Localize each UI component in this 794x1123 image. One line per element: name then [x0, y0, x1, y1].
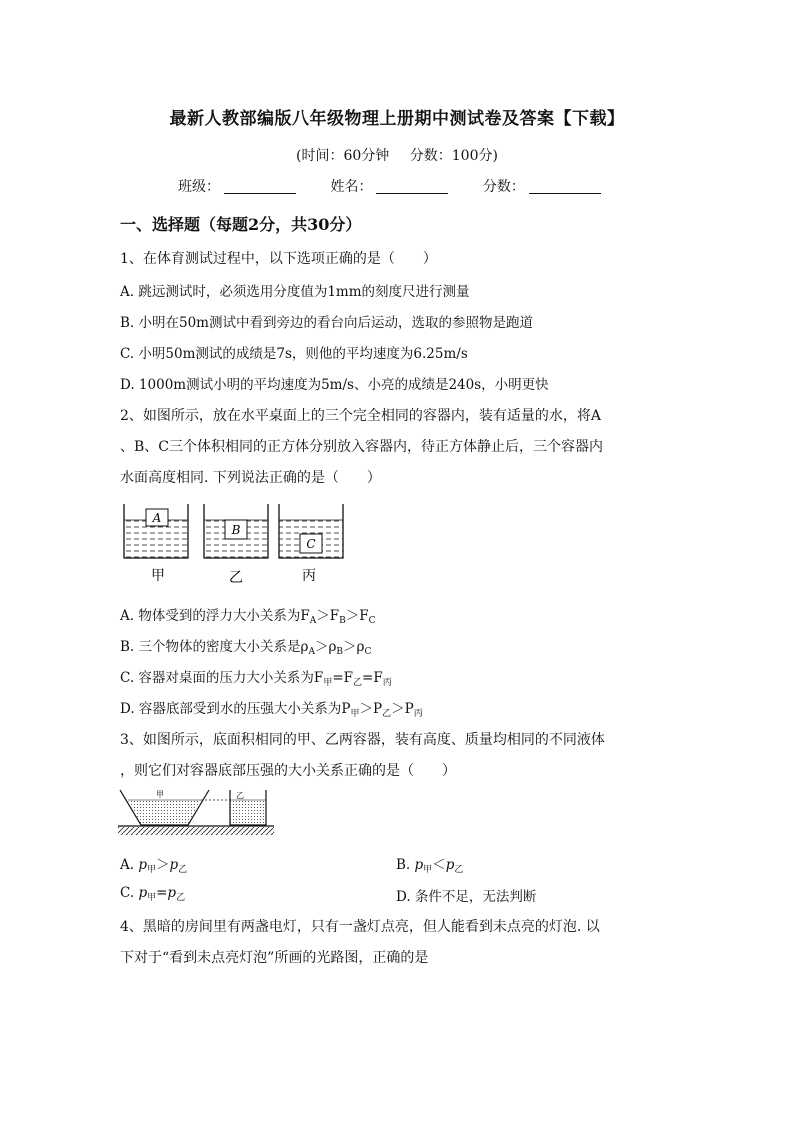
name-label: 姓名：	[330, 179, 373, 195]
container-jia	[124, 504, 188, 558]
q2-d-sub-1: 甲	[350, 709, 360, 719]
cube-c-label: C	[306, 537, 316, 551]
q3-c-p1: p	[138, 885, 148, 901]
q3-stem-line-2: ，则它们对容器底部压强的大小关系正确的是（ ）	[120, 763, 456, 779]
q2-b-sub-1: A	[308, 647, 315, 657]
q3-c-p2: p	[167, 885, 177, 901]
q3-option-d: D. 条件不足，无法判断	[396, 889, 537, 905]
q2-d-sub-3: 丙	[413, 709, 423, 719]
container-label-bing: 丙	[302, 568, 316, 584]
q3-a-p2: p	[169, 857, 179, 873]
name-blank[interactable]	[376, 179, 448, 194]
q3-b-label: B.	[396, 857, 411, 873]
q2-option-b	[120, 635, 371, 657]
q2-d-sub-2: 乙	[382, 709, 392, 719]
q2-c-text: C. 容器对桌面的压力大小关系为F	[120, 670, 324, 686]
q1-option-d: D. 1000m测试小明的平均速度为5m/s、小亮的成绩是240s，小明更快	[120, 377, 549, 393]
container-jia-trapezoid	[120, 790, 209, 825]
q1-option-a: A. 跳远测试时，必须选用分度值为1mm的刻度尺进行测量	[120, 284, 470, 300]
q2-d-op-1: ＞P	[359, 701, 383, 717]
q2-a-sub-1: A	[309, 616, 317, 626]
q3-b-sub-1: 甲	[423, 865, 433, 875]
q3-container-figure	[118, 788, 274, 840]
q3-a-op: ＞	[156, 857, 170, 873]
q1-option-b: B. 小明在50m测试中看到旁边的看台向后运动，选取的参照物是跑道	[120, 315, 533, 331]
q3-option-a	[120, 853, 187, 875]
score-info: 分数：100分)	[409, 148, 498, 164]
class-label: 班级：	[178, 179, 220, 195]
q3-label-yi: 乙	[236, 791, 244, 800]
q2-stem-line-3: 水面高度相同. 下列说法正确的是（ ）	[120, 470, 381, 486]
q3-option-c	[120, 885, 185, 903]
q2-b-sub-2: B	[336, 647, 344, 657]
q2-stem-line-1: 2、如图所示，放在水平桌面上的三个完全相同的容器内，装有适量的水，将A	[120, 408, 602, 424]
q4-stem-line-1: 4、黑暗的房间里有两盏电灯，只有一盏灯点亮，但人能看到未点亮的灯泡. 以	[120, 919, 600, 935]
class-field	[178, 176, 296, 196]
q2-d-op-2: ＞P	[391, 701, 414, 717]
q3-b-p2: p	[445, 857, 455, 873]
q3-c-op: =	[156, 885, 168, 901]
container-label-yi: 乙	[229, 570, 243, 586]
q2-c-sub-1: 甲	[323, 678, 333, 688]
q3-a-sub-1: 甲	[147, 865, 157, 875]
q2-option-c	[120, 666, 392, 688]
q2-c-op-2: =F	[362, 670, 383, 686]
q3-b-op: ＜	[432, 857, 446, 873]
q3-stem-line-1: 3、如图所示，底面积相同的甲、乙两容器，装有高度、质量均相同的不同液体	[120, 732, 605, 748]
q2-d-text: D. 容器底部受到水的压强大小关系为P	[120, 701, 351, 717]
container-yi-rect	[230, 790, 266, 825]
q2-b-text: B. 三个物体的密度大小关系是ρ	[120, 639, 309, 655]
q2-b-op-2: ＞ρ	[343, 639, 365, 655]
time-info: (时间：60分钟	[296, 148, 390, 164]
q2-a-op-2: ＞F	[345, 608, 369, 624]
exam-meta	[0, 145, 794, 165]
cube-a-label: A	[152, 511, 162, 525]
score-blank[interactable]	[529, 179, 601, 194]
q2-c-sub-2: 乙	[353, 678, 363, 688]
q2-c-op-1: =F	[332, 670, 354, 686]
q3-a-p1: p	[138, 857, 147, 873]
q2-a-sub-3: C	[368, 616, 376, 626]
page-title: 最新人教部编版八年级物理上册期中测试卷及答案【下载】	[169, 109, 625, 129]
name-field	[330, 176, 448, 196]
q4-stem-line-2: 下对于“看到未点亮灯泡”所画的光路图，正确的是	[120, 950, 429, 966]
class-blank[interactable]	[224, 179, 296, 194]
q3-a-sub-2: 乙	[178, 865, 188, 875]
container-bing	[279, 504, 343, 558]
q3-a-label: A.	[120, 857, 135, 873]
q2-stem-line-2: 、B、C三个体积相同的正方体分别放入容器内，待正方体静止后，三个容器内	[120, 439, 603, 455]
q2-option-a	[120, 604, 375, 626]
table-hatch	[118, 827, 274, 835]
container-label-jia: 甲	[151, 568, 165, 584]
q3-c-sub-1: 甲	[147, 893, 157, 903]
q1-stem: 1、在体育测试过程中，以下选项正确的是（ ）	[120, 251, 437, 267]
q3-c-sub-2: 乙	[176, 893, 186, 903]
q2-b-sub-3: C	[364, 647, 372, 657]
student-fields	[178, 176, 631, 196]
q2-a-op-1: ＞F	[316, 608, 340, 624]
score-label: 分数：	[482, 179, 525, 195]
q2-b-op-1: ＞ρ	[314, 639, 337, 655]
score-field	[483, 176, 601, 196]
q2-a-text: A. 物体受到的浮力大小关系为F	[120, 608, 310, 624]
q2-option-d	[120, 697, 423, 719]
q2-a-sub-2: B	[339, 616, 346, 626]
cube-b-label: B	[231, 523, 241, 537]
q3-c-label: C.	[120, 885, 135, 901]
q2-container-figure	[118, 500, 350, 590]
q3-b-p1: p	[414, 857, 424, 873]
container-yi	[204, 504, 268, 558]
q3-label-jia: 甲	[156, 790, 164, 799]
q2-c-sub-3: 丙	[382, 678, 392, 688]
q3-b-sub-2: 乙	[454, 865, 464, 875]
q1-option-c: C. 小明50m测试的成绩是7s，则他的平均速度为6.25m/s	[120, 346, 468, 362]
section-heading: 一、选择题（每题2分，共30分）	[120, 215, 362, 234]
q3-option-b	[396, 853, 463, 875]
